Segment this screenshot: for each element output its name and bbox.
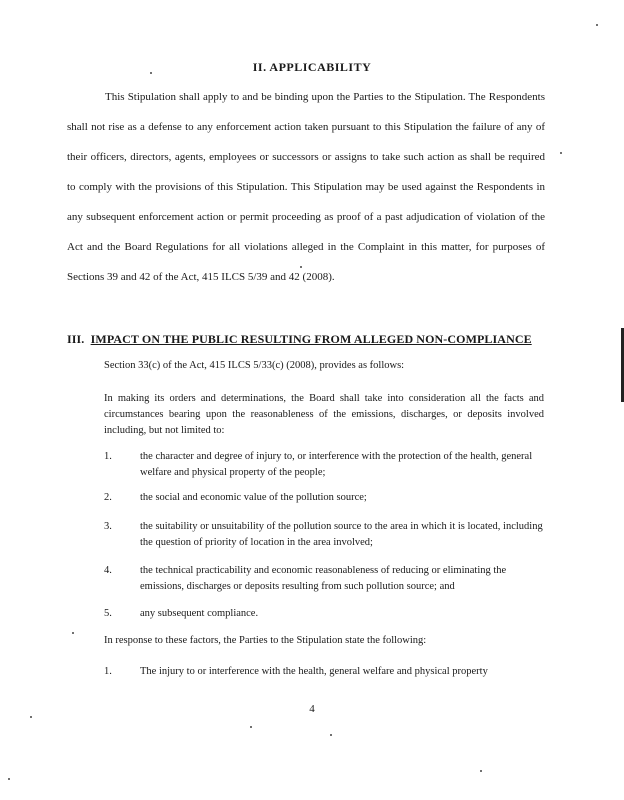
factor-number: 5.: [104, 608, 112, 619]
factor-text: the technical practicability and economic reasonableness of reducing or eliminating the emissions, discharges or deposits resulting from such pollution source; and: [140, 565, 507, 592]
scan-speck: [72, 632, 74, 634]
section-heading-title: IMPACT ON THE PUBLIC RESULTING FROM ALLEGED NON-COMPLIANCE: [90, 332, 532, 346]
scan-speck: [8, 778, 10, 780]
section-heading-applicability: II. APPLICABILITY: [252, 60, 372, 74]
factor-text: the suitability or unsuitability of the pollution source to the area in which it is located, including the question of priority of location in the area involved;: [140, 521, 543, 548]
applicability-paragraph: This Stipulation shall apply to and be binding upon the Parties to the Stipulation. The Respondents shall not rise as a defense to any enforcement action taken pursuant to this Stipulation the failure of any of their officers, directors, agents, employees or successors or assigns to take such action as shall be required to comply with the provisions of this Stipulation. This Stipulation may be used against the Respondents in any subsequent enforcement action or permit proceeding as proof of a past adjudication of violation of the Act and the Board Regulations for all violations alleged in the Complaint in this matter, for purposes of Sections 39 and 42 of the Act, 415 ILCS 5/39 and 42 (2008).: [67, 91, 545, 283]
factor-number: 2.: [104, 492, 112, 503]
section-heading-number: III.: [67, 332, 85, 346]
response-number: 1.: [104, 666, 112, 677]
response-text: The injury to or interference with the health, general welfare and physical property: [140, 666, 488, 677]
scan-speck: [480, 770, 482, 772]
factor-number: 3.: [104, 521, 112, 532]
scan-speck: [596, 24, 598, 26]
scan-speck: [150, 72, 152, 74]
section-heading-impact: [67, 332, 547, 347]
scan-speck: [300, 266, 302, 268]
scan-speck: [560, 152, 562, 154]
scan-speck: [330, 734, 332, 736]
statute-citation: Section 33(c) of the Act, 415 ILCS 5/33(c) (2008), provides as follows:: [104, 360, 405, 371]
response-intro: In response to these factors, the Parties to the Stipulation state the following:: [104, 635, 427, 646]
scan-speck: [250, 726, 252, 728]
factor-text: any subsequent compliance.: [140, 608, 259, 619]
statute-quote: In making its orders and determinations, the Board shall take into consideration all the facts and circumstances bearing upon the reasonableness of the emissions, discharges, or deposits involved including, but not limited to:: [104, 393, 544, 436]
factor-text: the character and degree of injury to, or interference with the protection of the health, general welfare and physical property of the people;: [140, 451, 533, 478]
factor-number: 1.: [104, 451, 112, 462]
factor-number: 4.: [104, 565, 112, 576]
factor-text: the social and economic value of the pollution source;: [140, 492, 367, 503]
page-number: 4: [309, 703, 315, 715]
scan-speck: [30, 716, 32, 718]
